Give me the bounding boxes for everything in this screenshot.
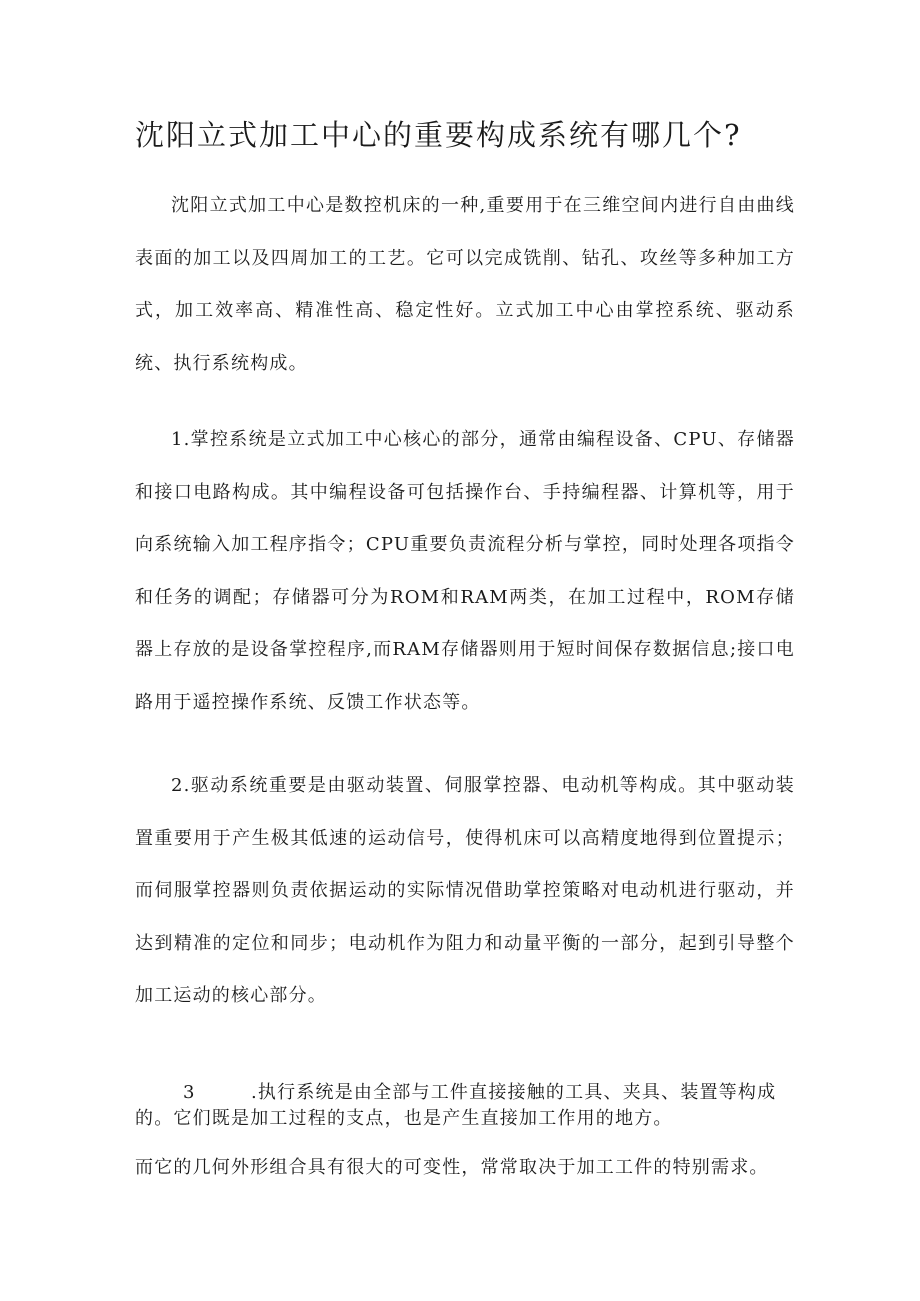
document-title: 沈阳立式加工中心的重要构成系统有哪几个?	[135, 118, 742, 152]
execution-system-first-line	[135, 1080, 795, 1106]
intro-paragraph: 沈阳立式加工中心是数控机床的一种,重要用于在三维空间内进行自由曲线表面的加工以及四周加工的工艺。它可以完成铣削、钻孔、攻丝等多种加工方式，加工效率高、精准性高、稳定性好。立式加工中心由掌控系统、驱动系统、执行系统构成。	[135, 195, 795, 374]
execution-system-text-line1: .执行系统是由全部与工件直接接触的工具、夹具、装置等构成	[251, 1082, 777, 1103]
geometry-paragraph: 而它的几何外形组合具有很大的可变性，常常取决于加工工件的特别需求。	[135, 1157, 769, 1178]
execution-system-text-line2: 的。它们既是加工过程的支点，也是产生直接加工作用的地方。	[135, 1108, 673, 1129]
section-number: 3	[183, 1082, 196, 1103]
drive-system-paragraph: 2.驱动系统重要是由驱动装置、伺服掌控器、电动机等构成。其中驱动装置重要用于产生极其低速的运动信号，使得机床可以高精度地得到位置提示；而伺服掌控器则负责依据运动的实际情况借助掌控策略对电动机进行驱动，并达到精准的定位和同步；电动机作为阻力和动量平衡的一部分，起到引导整个加工运动的核心部分。	[135, 775, 795, 1006]
control-system-paragraph: 1.掌控系统是立式加工中心核心的部分，通常由编程设备、CPU、存储器和接口电路构成。其中编程设备可包括操作台、手持编程器、计算机等，用于向系统输入加工程序指令；CPU重要负责流程分析与掌控，同时处理各项指令和任务的调配；存储器可分为ROM和RAM两类，在加工过程中，ROM存储器上存放的是设备掌控程序,而RAM存储器则用于短时间保存数据信息;接口电路用于遥控操作系统、反馈工作状态等。	[135, 429, 795, 713]
execution-system-paragraph	[135, 1080, 795, 1132]
